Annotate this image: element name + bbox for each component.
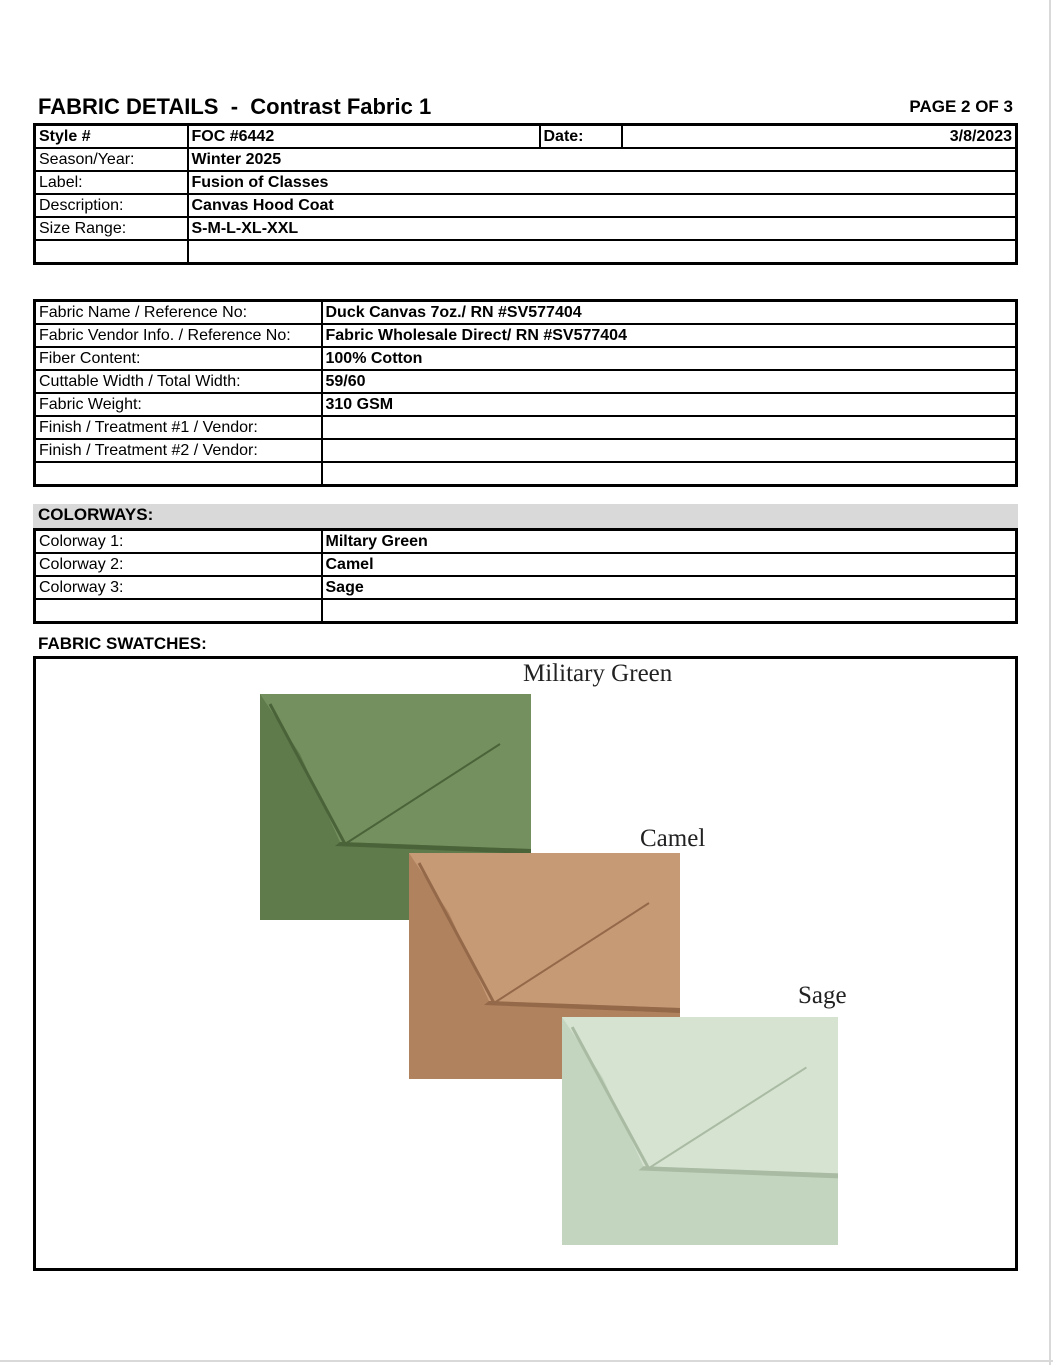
page-edge-bottom (0, 1360, 1053, 1362)
size-value: S-M-L-XL-XXL (188, 217, 1017, 240)
fiber-row (35, 347, 1017, 370)
label-value: Fusion of Classes (188, 171, 1017, 194)
swatch-label-camel: Camel (640, 825, 706, 852)
colorway-label: Colorway 3: (35, 576, 322, 599)
colorways-header-bar (33, 504, 1018, 528)
style-label: Style # (35, 125, 188, 149)
size-label: Size Range: (35, 217, 188, 240)
colorway-label: Colorway 1: (35, 530, 322, 554)
page-number: PAGE 2 OF 3 (909, 97, 1013, 116)
blank-cell (35, 462, 322, 486)
finish2-label: Finish / Treatment #2 / Vendor: (35, 439, 322, 462)
fabric-name-value: Duck Canvas 7oz./ RN #SV577404 (322, 301, 1017, 325)
blank-cell (35, 240, 188, 264)
date-value: 3/8/2023 (622, 125, 1017, 149)
colorway-value: Miltary Green (322, 530, 1017, 554)
weight-value: 310 GSM (322, 393, 1017, 416)
swatch-label-military-green: Military Green (523, 660, 673, 687)
blank-row (35, 599, 1017, 623)
season-label: Season/Year: (35, 148, 188, 171)
fabric-vendor-row (35, 324, 1017, 347)
style-value: FOC #6442 (188, 125, 540, 149)
date-label: Date: (540, 125, 622, 149)
width-value: 59/60 (322, 370, 1017, 393)
fabric-name-label: Fabric Name / Reference No: (35, 301, 322, 325)
page-title: FABRIC DETAILS - Contrast Fabric 1 (38, 94, 432, 119)
colorway-label: Colorway 2: (35, 553, 322, 576)
fabric-swatch-image (562, 1017, 838, 1245)
blank-row (35, 240, 1017, 264)
width-row (35, 370, 1017, 393)
blank-cell (35, 599, 322, 623)
size-row (35, 217, 1017, 240)
style-info-table (33, 123, 1018, 265)
fiber-value: 100% Cotton (322, 347, 1017, 370)
width-label: Cuttable Width / Total Width: (35, 370, 322, 393)
blank-cell (188, 240, 1017, 264)
colorway-value: Camel (322, 553, 1017, 576)
blank-cell (322, 599, 1017, 623)
colorway-value: Sage (322, 576, 1017, 599)
label-row (35, 171, 1017, 194)
page-edge-right (1049, 0, 1051, 1365)
season-value: Winter 2025 (188, 148, 1017, 171)
description-label: Description: (35, 194, 188, 217)
blank-cell (322, 462, 1017, 486)
fabric-info-table (33, 299, 1018, 487)
colorway-row (35, 553, 1017, 576)
fabric-name-row (35, 301, 1017, 325)
weight-label: Fabric Weight: (35, 393, 322, 416)
blank-row (35, 462, 1017, 486)
fiber-label: Fiber Content: (35, 347, 322, 370)
style-row (35, 125, 1017, 149)
finish1-row (35, 416, 1017, 439)
finish1-value (322, 416, 1017, 439)
fabric-vendor-label: Fabric Vendor Info. / Reference No: (35, 324, 322, 347)
colorways-title: COLORWAYS: (38, 505, 154, 524)
description-value: Canvas Hood Coat (188, 194, 1017, 217)
colorways-table (33, 528, 1018, 624)
label-label: Label: (35, 171, 188, 194)
swatch-sage (562, 1017, 838, 1245)
finish2-value (322, 439, 1017, 462)
fabric-vendor-value: Fabric Wholesale Direct/ RN #SV577404 (322, 324, 1017, 347)
finish2-row (35, 439, 1017, 462)
finish1-label: Finish / Treatment #1 / Vendor: (35, 416, 322, 439)
weight-row (35, 393, 1017, 416)
colorway-row (35, 576, 1017, 599)
swatches-title: FABRIC SWATCHES: (38, 634, 207, 653)
season-row (35, 148, 1017, 171)
description-row (35, 194, 1017, 217)
colorway-row (35, 530, 1017, 554)
swatch-label-sage: Sage (798, 982, 847, 1009)
